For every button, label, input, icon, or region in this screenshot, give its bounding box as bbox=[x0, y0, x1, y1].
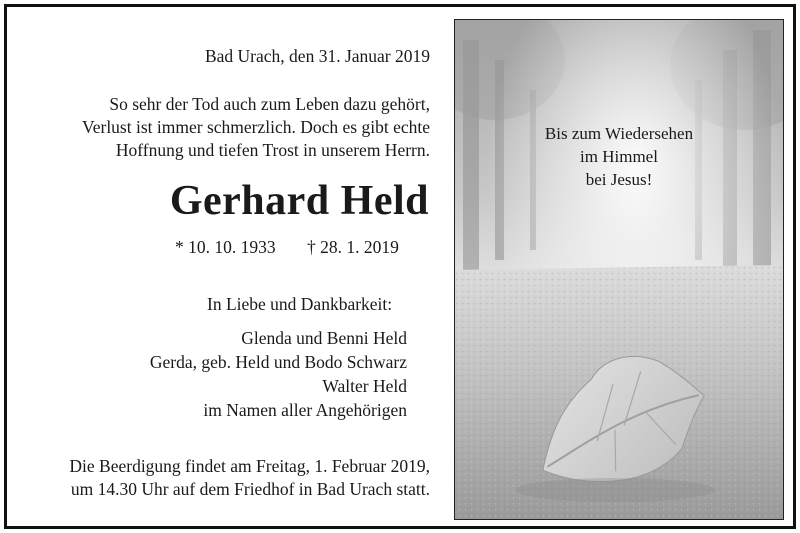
deceased-name: Gerhard Held bbox=[169, 178, 429, 224]
mourner-3: Walter Held bbox=[322, 376, 407, 396]
funeral-line-1: Die Beerdigung findet am Freitag, 1. Februar 2019, bbox=[69, 456, 430, 476]
verse-line-1: Bis zum Wiedersehen bbox=[544, 124, 694, 143]
mourner-1: Glenda und Benni Held bbox=[241, 328, 407, 348]
verse-text bbox=[455, 122, 783, 191]
verse-line-3: bei Jesus! bbox=[585, 170, 653, 189]
death-date: † 28. 1. 2019 bbox=[307, 237, 399, 257]
obituary-notice bbox=[4, 4, 796, 529]
gratitude-line: In Liebe und Dankbarkeit: bbox=[207, 294, 393, 314]
mourner-2: Gerda, geb. Held und Bodo Schwarz bbox=[149, 352, 407, 372]
place-date: Bad Urach, den 31. Januar 2019 bbox=[204, 46, 430, 66]
quote-line-2: Verlust ist immer schmerzlich. Doch es gibt echte bbox=[82, 117, 430, 137]
text-column bbox=[7, 7, 447, 526]
mourner-4: im Namen aller Angehörigen bbox=[203, 400, 407, 420]
quote-line-1: So sehr der Tod auch zum Leben dazu gehört, bbox=[109, 94, 430, 114]
birth-date: * 10. 10. 1933 bbox=[175, 237, 276, 257]
leaf-on-road-image bbox=[454, 19, 784, 520]
funeral-line-2: um 14.30 Uhr auf dem Friedhof in Bad Urach statt. bbox=[70, 479, 430, 499]
quote-line-3: Hoffnung und tiefen Trost in unserem Herrn. bbox=[115, 140, 430, 160]
verse-line-2: im Himmel bbox=[580, 147, 658, 166]
photo-illustration bbox=[455, 20, 783, 519]
